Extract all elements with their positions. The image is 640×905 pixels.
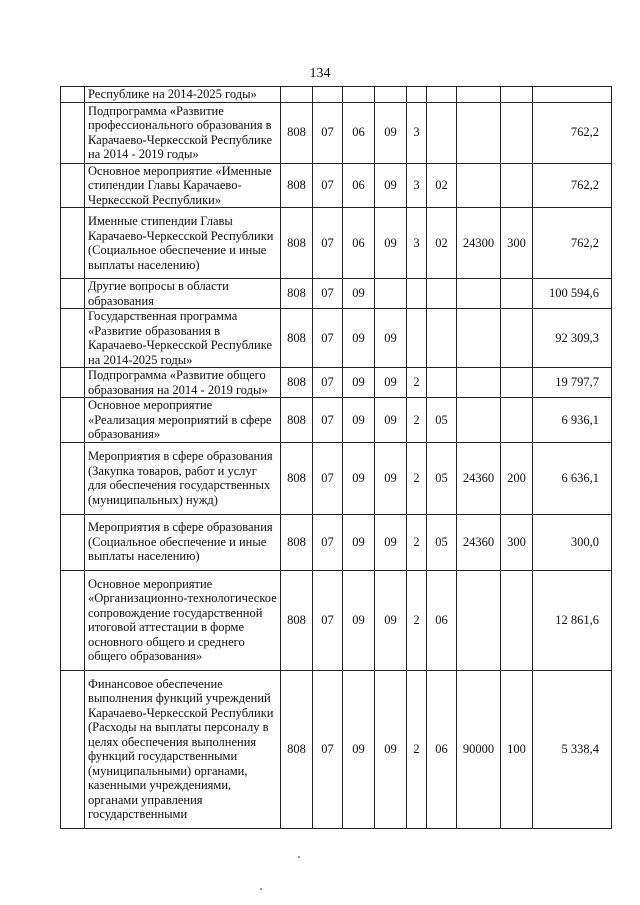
program-cell: 09 bbox=[375, 102, 407, 163]
program-cell: 09 bbox=[375, 368, 407, 398]
code-cell: 808 bbox=[281, 442, 313, 514]
subprogram-cell: 3 bbox=[407, 208, 427, 279]
blank-cell bbox=[61, 398, 85, 443]
blank-cell bbox=[61, 87, 85, 103]
subsection-cell: 06 bbox=[343, 208, 375, 279]
program-cell: 09 bbox=[375, 514, 407, 570]
program-cell: 09 bbox=[375, 570, 407, 670]
table-row bbox=[61, 570, 612, 670]
blank-cell bbox=[61, 309, 85, 368]
section-cell: 07 bbox=[313, 514, 343, 570]
table-row bbox=[61, 368, 612, 398]
program-cell: 09 bbox=[375, 208, 407, 279]
section-cell: 07 bbox=[313, 398, 343, 443]
event-cell: 05 bbox=[427, 398, 457, 443]
direction-cell: 90000 bbox=[457, 670, 501, 828]
amount-cell: 6 636,1 bbox=[533, 442, 612, 514]
subprogram-cell: 2 bbox=[407, 514, 427, 570]
subsection-cell: 09 bbox=[343, 368, 375, 398]
program-cell: 09 bbox=[375, 309, 407, 368]
table-row bbox=[61, 670, 612, 828]
subprogram-cell bbox=[407, 309, 427, 368]
direction-cell: 24300 bbox=[457, 208, 501, 279]
type-cell: 100 bbox=[501, 670, 533, 828]
continuation-row bbox=[61, 87, 612, 103]
program-cell: 09 bbox=[375, 163, 407, 208]
section-cell: 07 bbox=[313, 442, 343, 514]
table-row bbox=[61, 163, 612, 208]
amount-cell: 92 309,3 bbox=[533, 309, 612, 368]
type-cell bbox=[501, 570, 533, 670]
table-row bbox=[61, 398, 612, 443]
section-cell: 07 bbox=[313, 279, 343, 309]
blank-cell bbox=[61, 163, 85, 208]
amount-cell: 6 936,1 bbox=[533, 398, 612, 443]
code-cell: 808 bbox=[281, 163, 313, 208]
direction-cell bbox=[457, 398, 501, 443]
direction-cell bbox=[457, 309, 501, 368]
subprogram-cell bbox=[407, 279, 427, 309]
type-cell bbox=[501, 102, 533, 163]
blank-cell bbox=[61, 208, 85, 279]
section-cell: 07 bbox=[313, 368, 343, 398]
subsection-cell: 09 bbox=[343, 398, 375, 443]
direction-cell bbox=[457, 102, 501, 163]
blank-cell bbox=[61, 279, 85, 309]
subprogram-cell: 2 bbox=[407, 442, 427, 514]
subsection-cell: 06 bbox=[343, 102, 375, 163]
code-cell: 808 bbox=[281, 309, 313, 368]
item-name: Основное мероприятие «Реализация мероприятий в сфере образования» bbox=[85, 398, 281, 443]
continuation-text: Республике на 2014-2025 годы» bbox=[85, 87, 281, 103]
page-number: 134 bbox=[309, 66, 331, 81]
section-cell: 07 bbox=[313, 309, 343, 368]
item-name: Государственная программа «Развитие образования в Карачаево-Черкесской Республике на 2014-2025 годы» bbox=[85, 309, 281, 368]
event-cell: 02 bbox=[427, 208, 457, 279]
section-cell: 07 bbox=[313, 102, 343, 163]
blank-cell bbox=[61, 442, 85, 514]
amount-cell: 762,2 bbox=[533, 163, 612, 208]
subprogram-cell: 2 bbox=[407, 570, 427, 670]
direction-cell bbox=[457, 163, 501, 208]
section-cell: 07 bbox=[313, 670, 343, 828]
blank-cell bbox=[61, 102, 85, 163]
program-cell: 09 bbox=[375, 442, 407, 514]
amount-cell: 12 861,6 bbox=[533, 570, 612, 670]
event-cell bbox=[427, 368, 457, 398]
type-cell bbox=[501, 368, 533, 398]
item-name: Подпрограмма «Развитие общего образования на 2014 - 2019 годы» bbox=[85, 368, 281, 398]
direction-cell: 24360 bbox=[457, 514, 501, 570]
subprogram-cell: 2 bbox=[407, 670, 427, 828]
program-cell: 09 bbox=[375, 398, 407, 443]
blank-cell bbox=[61, 670, 85, 828]
subsection-cell: 06 bbox=[343, 163, 375, 208]
table-row bbox=[61, 442, 612, 514]
item-name: Другие вопросы в области образования bbox=[85, 279, 281, 309]
event-cell: 02 bbox=[427, 163, 457, 208]
subsection-cell: 09 bbox=[343, 514, 375, 570]
type-cell bbox=[501, 309, 533, 368]
item-name: Подпрограмма «Развитие профессионального образования в Карачаево-Черкесской Республике на 2014 - 2019 годы» bbox=[85, 102, 281, 163]
table-row bbox=[61, 279, 612, 309]
subsection-cell: 09 bbox=[343, 670, 375, 828]
direction-cell bbox=[457, 279, 501, 309]
event-cell bbox=[427, 309, 457, 368]
subprogram-cell: 3 bbox=[407, 163, 427, 208]
subsection-cell: 09 bbox=[343, 442, 375, 514]
direction-cell bbox=[457, 570, 501, 670]
amount-cell: 762,2 bbox=[533, 208, 612, 279]
direction-cell: 24360 bbox=[457, 442, 501, 514]
code-cell: 808 bbox=[281, 570, 313, 670]
item-name: Основное мероприятие «Именные стипендии Главы Карачаево-Черкесской Республики» bbox=[85, 163, 281, 208]
code-cell: 808 bbox=[281, 670, 313, 828]
code-cell: 808 bbox=[281, 368, 313, 398]
table-row bbox=[61, 309, 612, 368]
event-cell: 06 bbox=[427, 570, 457, 670]
blank-cell bbox=[61, 570, 85, 670]
event-cell: 05 bbox=[427, 442, 457, 514]
table-row bbox=[61, 208, 612, 279]
scan-speck bbox=[260, 888, 262, 890]
code-cell: 808 bbox=[281, 279, 313, 309]
subprogram-cell: 2 bbox=[407, 368, 427, 398]
section-cell: 07 bbox=[313, 163, 343, 208]
item-name: Мероприятия в сфере образования (Социальное обеспечение и иные выплаты населению) bbox=[85, 514, 281, 570]
amount-cell: 19 797,7 bbox=[533, 368, 612, 398]
subprogram-cell: 2 bbox=[407, 398, 427, 443]
amount-cell: 300,0 bbox=[533, 514, 612, 570]
table-row bbox=[61, 102, 612, 163]
type-cell bbox=[501, 163, 533, 208]
amount-cell: 100 594,6 bbox=[533, 279, 612, 309]
budget-table bbox=[60, 86, 612, 829]
program-cell bbox=[375, 279, 407, 309]
code-cell: 808 bbox=[281, 102, 313, 163]
blank-cell bbox=[61, 368, 85, 398]
type-cell: 200 bbox=[501, 442, 533, 514]
item-name: Мероприятия в сфере образования (Закупка товаров, работ и услуг для обеспечения государственных (муниципальных) нужд) bbox=[85, 442, 281, 514]
subsection-cell: 09 bbox=[343, 570, 375, 670]
blank-cell bbox=[61, 514, 85, 570]
event-cell bbox=[427, 102, 457, 163]
subsection-cell: 09 bbox=[343, 279, 375, 309]
type-cell bbox=[501, 398, 533, 443]
event-cell: 05 bbox=[427, 514, 457, 570]
code-cell: 808 bbox=[281, 514, 313, 570]
subprogram-cell: 3 bbox=[407, 102, 427, 163]
amount-cell: 762,2 bbox=[533, 102, 612, 163]
code-cell: 808 bbox=[281, 398, 313, 443]
item-name: Финансовое обеспечение выполнения функций учреждений Карачаево-Черкесской Республики (Расходы на выплаты персоналу в целях обеспечения выполнения функций государственными (муниципальными) органами, казенными учреждениями, органами управления государственными bbox=[85, 670, 281, 828]
type-cell: 300 bbox=[501, 208, 533, 279]
table-row bbox=[61, 514, 612, 570]
section-cell: 07 bbox=[313, 570, 343, 670]
amount-cell: 5 338,4 bbox=[533, 670, 612, 828]
scan-speck bbox=[298, 856, 300, 858]
direction-cell bbox=[457, 368, 501, 398]
code-cell: 808 bbox=[281, 208, 313, 279]
event-cell: 06 bbox=[427, 670, 457, 828]
program-cell: 09 bbox=[375, 670, 407, 828]
type-cell: 300 bbox=[501, 514, 533, 570]
item-name: Именные стипендии Главы Карачаево-Черкесской Республики (Социальное обеспечение и иные выплаты населению) bbox=[85, 208, 281, 279]
type-cell bbox=[501, 279, 533, 309]
event-cell bbox=[427, 279, 457, 309]
section-cell: 07 bbox=[313, 208, 343, 279]
subsection-cell: 09 bbox=[343, 309, 375, 368]
item-name: Основное мероприятие «Организационно-технологическое сопровождение государственной итоговой аттестации в форме основного общего и среднего общего образования» bbox=[85, 570, 281, 670]
